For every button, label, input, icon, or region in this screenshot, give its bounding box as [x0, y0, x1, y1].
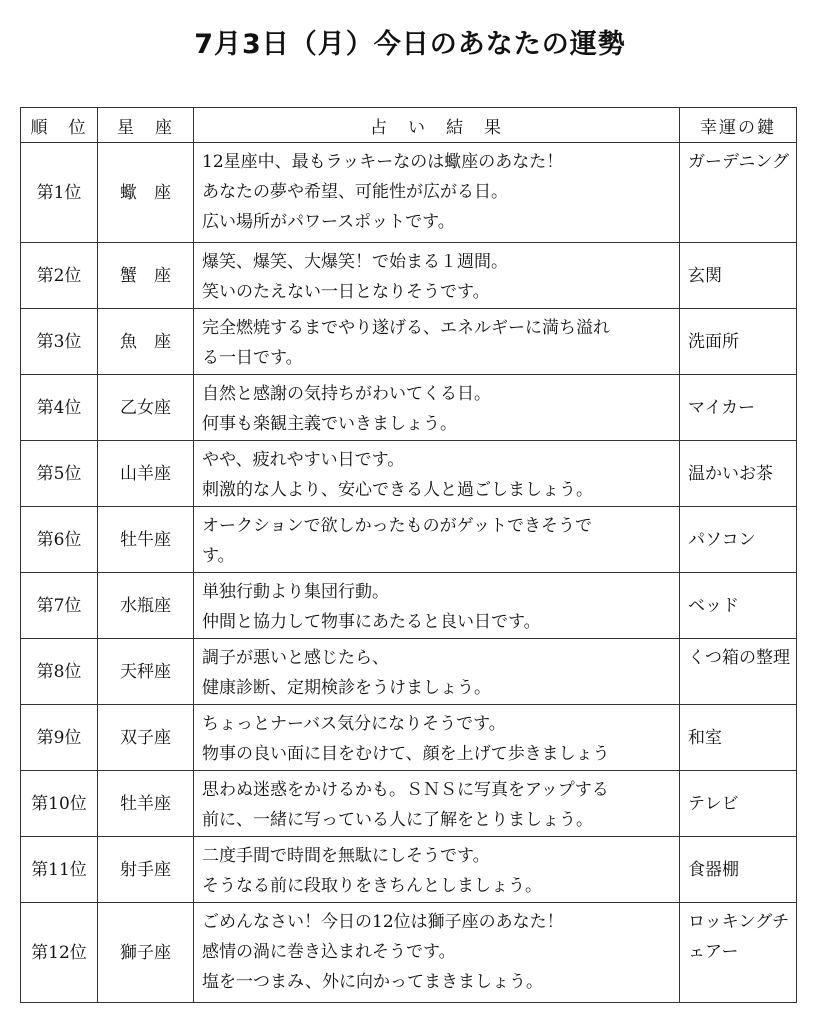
result-line: 健康診断、定期検診をうけましょう。	[202, 678, 491, 698]
result-line: る一日です。	[202, 348, 303, 368]
lucky-key-cell	[680, 143, 797, 243]
lucky-key-cell	[680, 573, 797, 639]
lucky-key-cell	[680, 507, 797, 573]
rank-cell: 第5位	[21, 441, 98, 507]
header-sign: 星 座	[98, 108, 194, 143]
table-row	[21, 375, 797, 441]
lucky-key-text: パソコン	[688, 529, 756, 550]
sign-cell: 牡羊座	[98, 771, 194, 837]
rank-cell: 第2位	[21, 243, 98, 309]
rank-cell: 第9位	[21, 705, 98, 771]
result-line: 完全燃焼するまでやり遂げる、エネルギーに満ち溢れ	[202, 318, 610, 338]
rank-cell: 第10位	[21, 771, 98, 837]
table-row	[21, 771, 797, 837]
rank-cell: 第4位	[21, 375, 98, 441]
rank-cell: 第6位	[21, 507, 98, 573]
table-row	[21, 441, 797, 507]
result-line: 広い場所がパワースポットです。	[202, 212, 455, 232]
lucky-key-text: 玄関	[688, 265, 722, 286]
result-line: 感情の渦に巻き込まれそうです。	[202, 942, 456, 962]
rank-cell: 第11位	[21, 837, 98, 903]
result-cell	[194, 771, 680, 837]
table-row	[21, 309, 797, 375]
result-cell	[194, 903, 680, 1003]
result-line: 12星座中、最もラッキーなのは蠍座のあなた！	[202, 152, 564, 172]
lucky-key-text: ガーデニング	[688, 152, 789, 172]
result-line: 何事も楽観主義でいきましょう。	[202, 414, 457, 434]
lucky-key-cell	[680, 903, 797, 1003]
lucky-key-cell	[680, 375, 797, 441]
lucky-key-text: くつ箱の整理	[688, 648, 790, 668]
sign-cell: 射手座	[98, 837, 194, 903]
sign-cell: 牡牛座	[98, 507, 194, 573]
table-row	[21, 705, 797, 771]
lucky-key-text: 洗面所	[688, 331, 739, 352]
result-line: 自然と感謝の気持ちがわいてくる日。	[202, 384, 491, 404]
table-header-row	[21, 108, 797, 143]
result-line: 思わぬ迷惑をかけるかも。ＳＮＳに写真をアップする	[202, 780, 609, 800]
page-title: 7月3日（月）今日のあなたの運勢	[194, 29, 626, 60]
table-row	[21, 143, 797, 243]
lucky-key-text: 温かいお茶	[688, 463, 773, 484]
lucky-key-text: マイカー	[688, 397, 756, 418]
lucky-key-cell	[680, 837, 797, 903]
sign-cell: 天秤座	[98, 639, 194, 705]
lucky-key-cell	[680, 441, 797, 507]
result-line: あなたの夢や希望、可能性が広がる日。	[202, 182, 508, 202]
sign-cell: 山羊座	[98, 441, 194, 507]
header-key: 幸運の鍵	[680, 108, 797, 143]
result-cell	[194, 573, 680, 639]
result-line: ちょっとナーバス気分になりそうです。	[202, 714, 506, 734]
lucky-key-cell	[680, 639, 797, 705]
lucky-key-text: テレビ	[688, 793, 739, 814]
result-line: ごめんなさい！今日の12位は獅子座のあなた！	[202, 912, 564, 932]
rank-cell: 第8位	[21, 639, 98, 705]
table-row	[21, 639, 797, 705]
header-rank: 順 位	[21, 108, 98, 143]
lucky-key-cell	[680, 705, 797, 771]
result-cell	[194, 243, 680, 309]
result-cell	[194, 143, 680, 243]
result-line: 笑いのたえない一日となりそうです。	[202, 282, 490, 302]
lucky-key-text: 食器棚	[688, 859, 739, 880]
result-cell	[194, 837, 680, 903]
rank-cell: 第1位	[21, 143, 98, 243]
table-row	[21, 507, 797, 573]
result-line: 爆笑、爆笑、大爆笑！で始まる１週間。	[202, 252, 508, 272]
sign-cell: 蠍 座	[98, 143, 194, 243]
table-row	[21, 903, 797, 1003]
horoscope-table	[20, 107, 797, 1003]
result-line: やや、疲れやすい日です。	[202, 450, 405, 470]
sign-cell: 水瓶座	[98, 573, 194, 639]
result-cell	[194, 375, 680, 441]
result-cell	[194, 507, 680, 573]
result-cell	[194, 639, 680, 705]
result-cell	[194, 441, 680, 507]
result-line: す。	[202, 546, 235, 566]
result-line: 調子が悪いと感じたら、	[202, 648, 389, 668]
rank-cell: 第7位	[21, 573, 98, 639]
sign-cell: 魚 座	[98, 309, 194, 375]
result-line: 塩を一つまみ、外に向かってまきましょう。	[202, 972, 544, 992]
lucky-key-text: ベッド	[688, 595, 739, 616]
rank-cell: 第3位	[21, 309, 98, 375]
result-line: 二度手間で時間を無駄にしそうです。	[202, 846, 490, 866]
result-cell	[194, 309, 680, 375]
table-row	[21, 573, 797, 639]
sign-cell: 双子座	[98, 705, 194, 771]
lucky-key-cell	[680, 771, 797, 837]
result-line: 仲間と協力して物事にあたると良い日です。	[202, 612, 541, 632]
header-result: 占 い 結 果	[194, 108, 680, 143]
sign-cell: 獅子座	[98, 903, 194, 1003]
result-cell	[194, 705, 680, 771]
rank-cell: 第12位	[21, 903, 98, 1003]
sign-cell: 乙女座	[98, 375, 194, 441]
table-row	[21, 837, 797, 903]
lucky-key-cell	[680, 243, 797, 309]
result-line: そうなる前に段取りをきちんとしましょう。	[202, 876, 542, 896]
result-line: オークションで欲しかったものがゲットできそうで	[202, 516, 592, 536]
result-line: 前に、一緒に写っている人に了解をとりましょう。	[202, 810, 593, 830]
lucky-key-cell	[680, 309, 797, 375]
result-line: 単独行動より集団行動。	[202, 582, 389, 602]
lucky-key-text: ロッキングチェアー	[688, 912, 790, 962]
sign-cell: 蟹 座	[98, 243, 194, 309]
lucky-key-text: 和室	[688, 727, 722, 748]
result-line: 刺激的な人より、安心できる人と過ごしましょう。	[202, 480, 593, 500]
result-line: 物事の良い面に目をむけて、顔を上げて歩きましょう	[202, 744, 610, 764]
table-row	[21, 243, 797, 309]
